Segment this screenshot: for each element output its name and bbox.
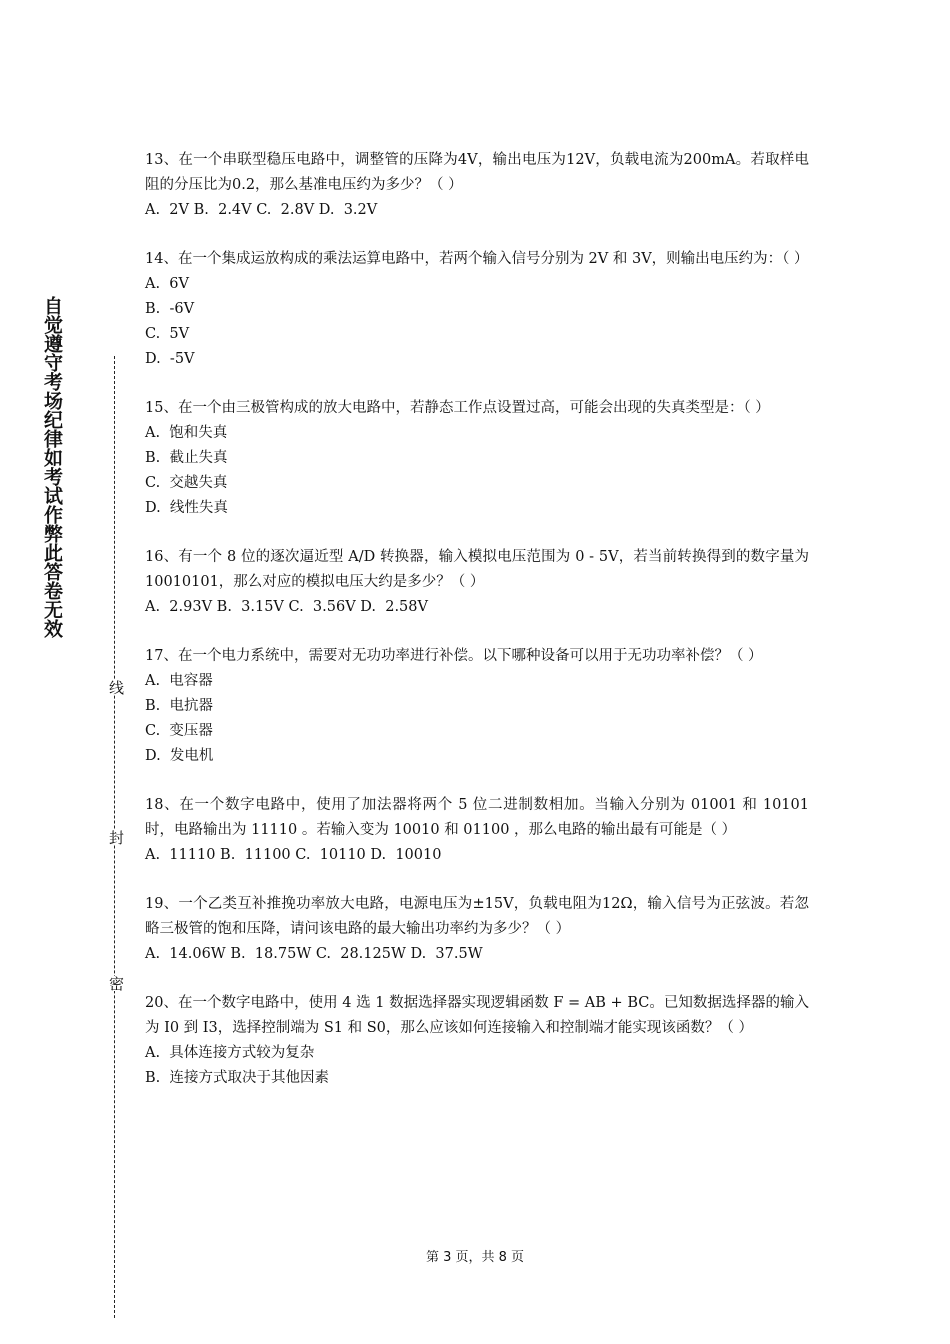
seal-label-secret: 密 (104, 976, 126, 991)
question-16 (145, 545, 809, 620)
option-d: D. 线性失真 (145, 500, 228, 516)
question-text: 20、在一个数字电路中，使用 4 选 1 数据选择器实现逻辑函数 F = AB + BC。已知数据选择器的输入为 I0 到 I3，选择控制端为 S1 和 S0，那么应该如何连接输入和控制端才能实现该函数？（ ） (145, 995, 809, 1036)
option-c: C. 交越失真 (145, 475, 228, 491)
question-text: 19、一个乙类互补推挽功率放大电路，电源电压为±15V，负载电阻为12Ω，输入信号为正弦波。若忽略三极管的饱和压降，请问该电路的最大输出功率约为多少？（ ） (145, 896, 809, 937)
seal-label-line: 线 (104, 680, 126, 695)
seal-label-seal: 封 (104, 830, 126, 845)
option-line: A. 2.93V B. 3.15V C. 3.56V D. 2.58V (145, 599, 428, 615)
question-20 (145, 991, 809, 1091)
question-13 (145, 148, 809, 223)
option-b: B. 截止失真 (145, 450, 228, 466)
question-text: 17、在一个电力系统中，需要对无功功率进行补偿。以下哪种设备可以用于无功功率补偿？（ ） (145, 648, 763, 664)
exam-discipline-note: 自觉遵守考场纪律如考试作弊此答卷无效 (41, 296, 63, 638)
option-c: C. 5V (145, 326, 190, 342)
question-19 (145, 892, 809, 967)
option-line: A. 2V B. 2.4V C. 2.8V D. 3.2V (145, 202, 378, 218)
question-list (145, 148, 809, 1115)
option-b: B. 连接方式取决于其他因素 (145, 1070, 329, 1086)
question-text: 15、在一个由三极管构成的放大电路中，若静态工作点设置过高，可能会出现的失真类型是：（ ） (145, 400, 770, 416)
option-a: A. 饱和失真 (145, 425, 228, 441)
question-text: 18、在一个数字电路中，使用了加法器将两个 5 位二进制数相加。当输入分别为 01001 和 10101 时，电路输出为 11110 。若输入变为 10010 和 01100 ，那么电路的输出最有可能是（ ） (145, 797, 809, 838)
page-number: 第 3 页，共 8 页 (425, 1250, 525, 1265)
option-c: C. 变压器 (145, 723, 213, 739)
option-b: B. 电抗器 (145, 698, 213, 714)
option-line: A. 14.06W B. 18.75W C. 28.125W D. 37.5W (145, 946, 483, 962)
option-a: A. 电容器 (145, 673, 213, 689)
question-17 (145, 644, 809, 769)
question-18 (145, 793, 809, 868)
option-a: A. 具体连接方式较为复杂 (145, 1045, 315, 1061)
option-d: D. 发电机 (145, 748, 214, 764)
option-b: B. -6V (145, 301, 195, 317)
question-text: 16、有一个 8 位的逐次逼近型 A/D 转换器，输入模拟电压范围为 0 - 5V，若当前转换得到的数字量为 10010101，那么对应的模拟电压大约是多少？（ ） (145, 549, 809, 590)
option-line: A. 11110 B. 11100 C. 10110 D. 10010 (145, 847, 442, 863)
question-text: 14、在一个集成运放构成的乘法运算电路中，若两个输入信号分别为 2V 和 3V，则输出电压约为：（ ） (145, 251, 809, 267)
question-15 (145, 396, 809, 521)
question-14 (145, 247, 809, 372)
question-text: 13、在一个串联型稳压电路中，调整管的压降为4V，输出电压为12V，负载电流为200mA。若取样电阻的分压比为0.2，那么基准电压约为多少？（ ） (145, 152, 809, 193)
option-d: D. -5V (145, 351, 195, 367)
option-a: A. 6V (145, 276, 189, 292)
